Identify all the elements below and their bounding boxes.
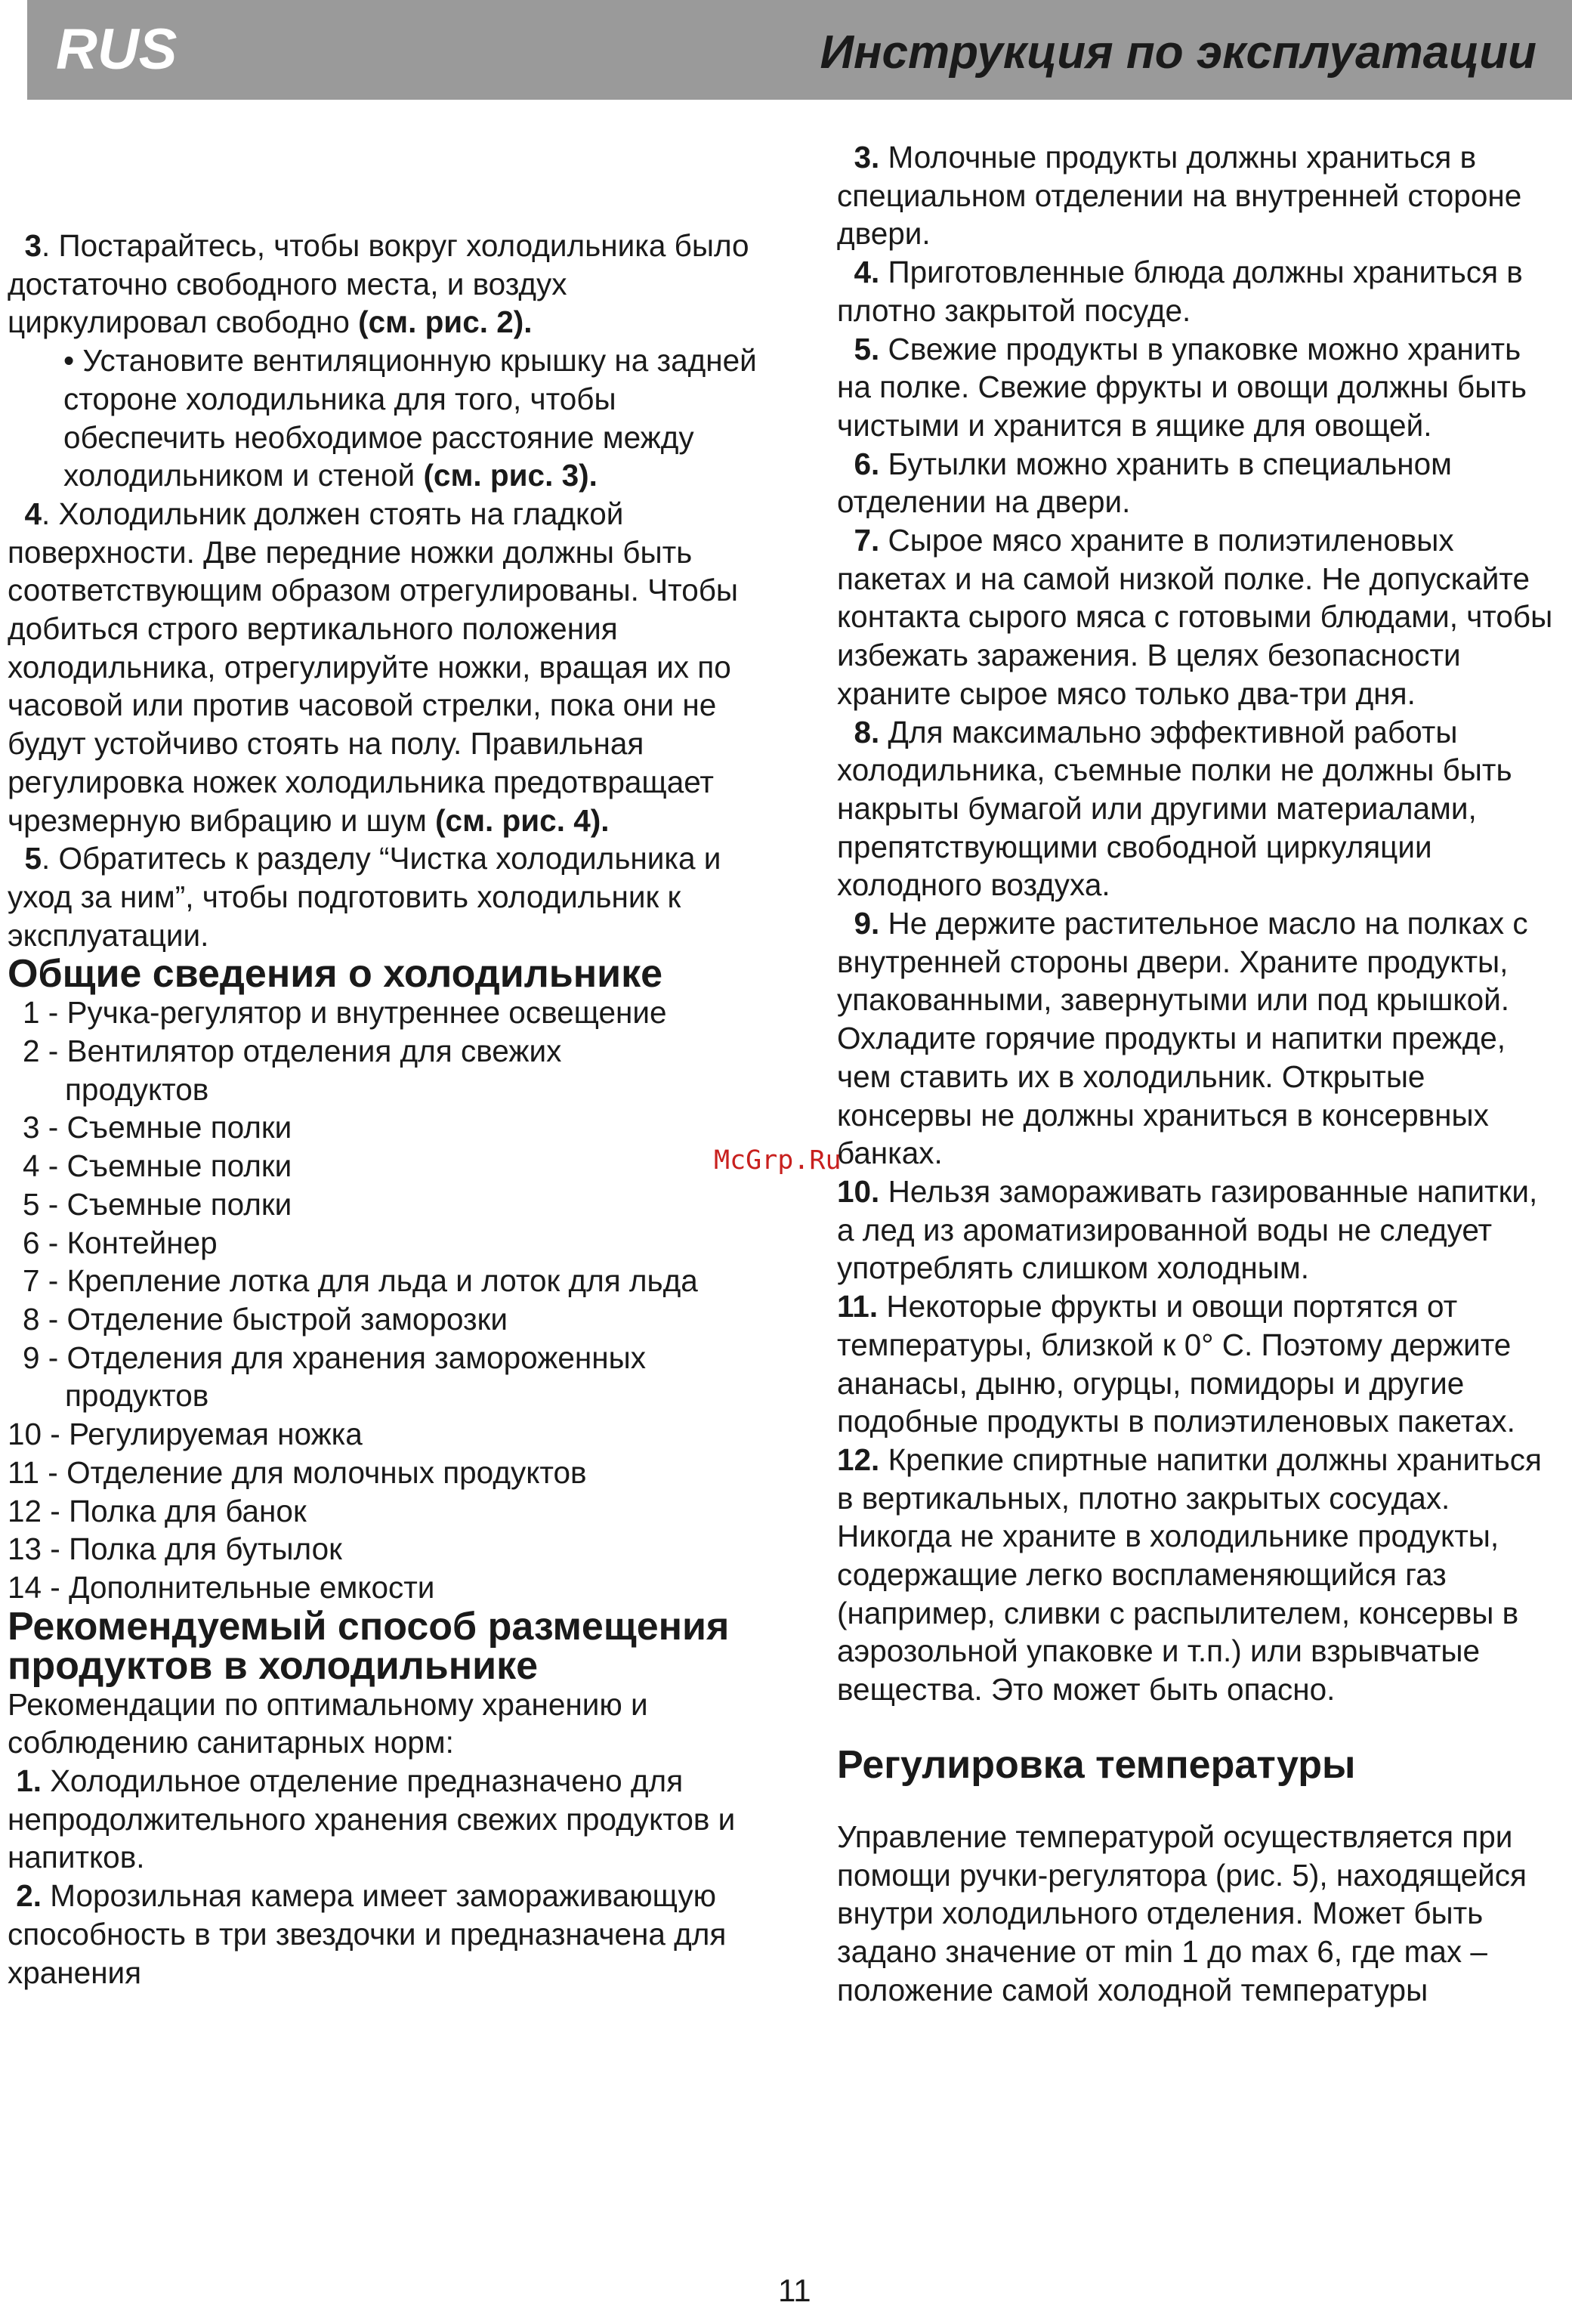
- language-label: RUS: [56, 17, 178, 82]
- right-column: [837, 138, 1562, 2009]
- parts-list: [8, 994, 771, 1606]
- temperature-text: Управление температурой осуществляется при помощи ручки-регулятора (рис. 5), находящейся внутри холодильного отделения. Может быть задано значение от min 1 до max 6, где max – положение самой холодной температуры: [837, 1819, 1527, 2007]
- heading-storage-recommendations: Рекомендуемый способ размещения продуктов в холодильнике: [8, 1604, 730, 1688]
- parts-list-item: 2 - Вентилятор отделения для свежих продуктов: [23, 1034, 562, 1107]
- recommendation-9: 9. Не держите растительное масло на полках с внутренней стороны двери. Храните продукты, упакованными, завернутыми или под крышкой. Охладите горячие продукты и напитки прежде, чем ставить их в холодильник. Открытые консервы не должны храниться в консервных банках.: [837, 906, 1528, 1171]
- parts-list-item: 13 - Полка для бутылок: [8, 1531, 342, 1567]
- document-title: Инструкция по эксплуатации: [820, 26, 1536, 79]
- heading-general-info: Общие сведения о холодильнике: [8, 952, 663, 997]
- paragraph-5: 5. Обратитесь к разделу “Чистка холодильника и уход за ним”, чтобы подготовить холодильник к эксплуатации.: [8, 841, 721, 953]
- parts-list-item: 10 - Регулируемая ножка: [8, 1417, 363, 1452]
- parts-list-item: 1 - Ручка-регулятор и внутреннее освещение: [23, 995, 667, 1031]
- recommendation-3: 3. Молочные продукты должны храниться в специальном отделении на внутренней стороне двери.: [837, 140, 1522, 252]
- recommendation-2: 2. Морозильная камера имеет замораживающую способность в три звездочки и предназначена для хранения: [8, 1878, 727, 1990]
- parts-list-item: 5 - Съемные полки: [23, 1186, 292, 1222]
- parts-list-item: 14 - Дополнительные емкости: [8, 1569, 435, 1605]
- paragraph-number: 3: [24, 228, 42, 263]
- page-number: 11: [778, 2273, 811, 2308]
- recommendation-6: 6. Бутылки можно хранить в специальном отделении на двери.: [837, 446, 1452, 520]
- watermark: McGrp.Ru: [714, 1145, 842, 1176]
- spacer: [837, 1785, 1562, 1818]
- figure-reference: (см. рис. 2).: [358, 304, 533, 340]
- recommendation-12: 12. Крепкие спиртные напитки должны храниться в вертикальных, плотно закрытых сосудах. Никогда не храните в холодильнике продукты, содержащие легко воспламеняющийся газ (например, сливки с распылителем, консервы в аэрозольной упаковке и т.п.) или взрывчатые вещества. Это может быть опасно.: [837, 1442, 1542, 1707]
- recommendation-1: 1. Холодильное отделение предназначено для непродолжительного хранения свежих продуктов и напитков.: [8, 1763, 736, 1875]
- recommendation-7: 7. Сырое мясо храните в полиэтиленовых пакетах и на самой низкой полке. Не допускайте контакта сырого мяса с готовыми блюдами, чтобы избежать заражения. В целях безопасности храните сырое мясо только два-три дня.: [837, 523, 1553, 711]
- figure-reference: (см. рис. 3).: [423, 458, 598, 493]
- paragraph-4: 4. Холодильник должен стоять на гладкой поверхности. Две передние ножки должны быть соответствующим образом отрегулированы. Чтобы добиться строго вертикального положения холодильника, отрегулируйте ножки, вращая их по часовой или против часовой стрелки, пока они не будут устойчиво стоять на полу. Правильная регулировка ножек холодильника предотвращает чрезмерную вибрацию и шум (см. рис. 4).: [8, 496, 739, 838]
- parts-list-item: 6 - Контейнер: [23, 1225, 218, 1260]
- recommendation-4: 4. Приготовленные блюда должны храниться в плотно закрытой посуде.: [837, 255, 1523, 328]
- figure-reference: (см. рис. 4).: [435, 802, 610, 838]
- heading-temperature-control: Регулировка температуры: [837, 1742, 1356, 1787]
- recommendation-11: 11. Некоторые фрукты и овощи портятся от температуры, близкой к 0° С. Поэтому держите ананасы, дыню, огурцы, помидоры и другие подобные продукты в полиэтиленовых пакетах.: [837, 1289, 1515, 1439]
- recommendation-5: 5. Свежие продукты в упаковке можно хранить на полке. Свежие фрукты и овощи должны быть чистыми и хранится в ящике для овощей.: [837, 331, 1527, 443]
- parts-list-item: 12 - Полка для банок: [8, 1493, 307, 1528]
- paragraph-3: 3. Постарайтесь, чтобы вокруг холодильника было достаточно свободного места, и воздух циркулировал свободно (см. рис. 2).: [8, 228, 749, 340]
- left-column: [8, 227, 771, 1992]
- page-header: [27, 0, 1572, 100]
- parts-list-item: 4 - Съемные полки: [23, 1148, 292, 1184]
- recommendation-10: 10. Нельзя замораживать газированные напитки, а лед из ароматизированной воды не следует употреблять слишком холодным.: [837, 1173, 1538, 1286]
- parts-list-item: 3 - Съемные полки: [23, 1110, 292, 1145]
- paragraph-number: 5: [24, 841, 42, 876]
- storage-intro: Рекомендации по оптимальному хранению и соблюдению санитарных норм:: [8, 1686, 648, 1760]
- parts-list-item: 8 - Отделение быстрой заморозки: [23, 1301, 508, 1337]
- spacer: [837, 1709, 1562, 1745]
- parts-list-item: 11 - Отделение для молочных продуктов: [8, 1454, 587, 1490]
- recommendation-8: 8. Для максимально эффективной работы холодильника, съемные полки не должны быть накрыты бумагой или другими материалами, препятствующими свободной циркуляции холодного воздуха.: [837, 714, 1512, 903]
- bullet-ventilation-cover: • Установите вентиляционную крышку на задней стороне холодильника для того, чтобы обеспечить необходимое расстояние между холодильником и стеной (см. рис. 3).: [63, 343, 757, 493]
- parts-list-item: 7 - Крепление лотка для льда и лоток для льда: [23, 1263, 698, 1299]
- paragraph-number: 4: [24, 496, 42, 531]
- parts-list-item: 9 - Отделения для хранения замороженных продуктов: [23, 1340, 646, 1414]
